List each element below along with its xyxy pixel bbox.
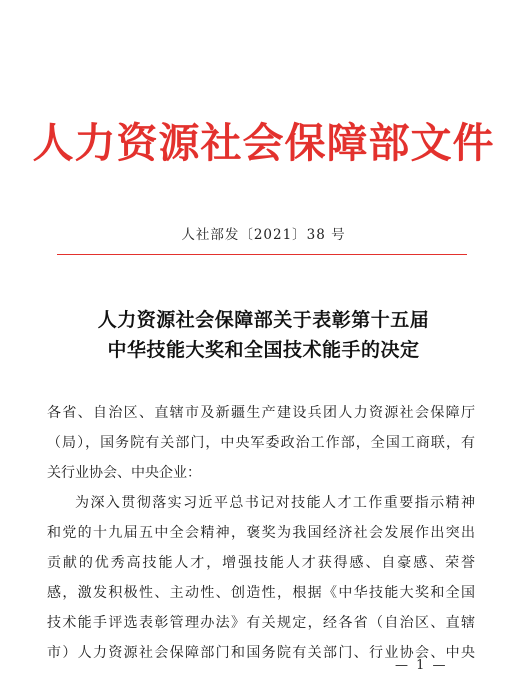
- body-line-2: 和党的十九届五中全会精神，褒奖为我国经济社会发展作出突出: [47, 525, 475, 541]
- issuer-header: 人力资源社会保障部文件: [32, 119, 495, 167]
- addressee-line-1: 各省、自治区、直辖市及新疆生产建设兵团人力资源社会保障厅: [47, 405, 475, 421]
- addressee-block: [47, 398, 475, 488]
- page-number: — 1 —: [395, 658, 448, 673]
- title-line-1: 人力资源社会保障部关于表彰第十五届: [97, 309, 430, 331]
- body-line-4: 感，激发积极性、主动性、创造性，根据《中华技能大奖和全国: [47, 585, 475, 601]
- document-number: 人社部发〔2021〕38 号: [181, 227, 346, 243]
- body-line-6: 市）人力资源社会保障部门和国务院有关部门、行业协会、中央: [47, 645, 475, 661]
- addressee-line-2: （局），国务院有关部门，中央军委政治工作部，全国工商联，有: [47, 435, 475, 451]
- addressee-line-3: 关行业协会、中央企业：: [47, 465, 201, 481]
- body-paragraph: [47, 488, 475, 668]
- red-divider-line: [57, 254, 467, 255]
- body-line-1: 为深入贯彻落实习近平总书记对技能人才工作重要指示精神: [75, 495, 475, 511]
- title-line-2: 中华技能大奖和全国技术能手的决定: [107, 339, 420, 361]
- body-line-3: 贡献的优秀高技能人才，增强技能人才获得感、自豪感、荣誉: [47, 555, 475, 571]
- body-line-5: 技术能手评选表彰管理办法》有关规定，经各省（自治区、直辖: [47, 615, 475, 631]
- document-title: [0, 305, 527, 365]
